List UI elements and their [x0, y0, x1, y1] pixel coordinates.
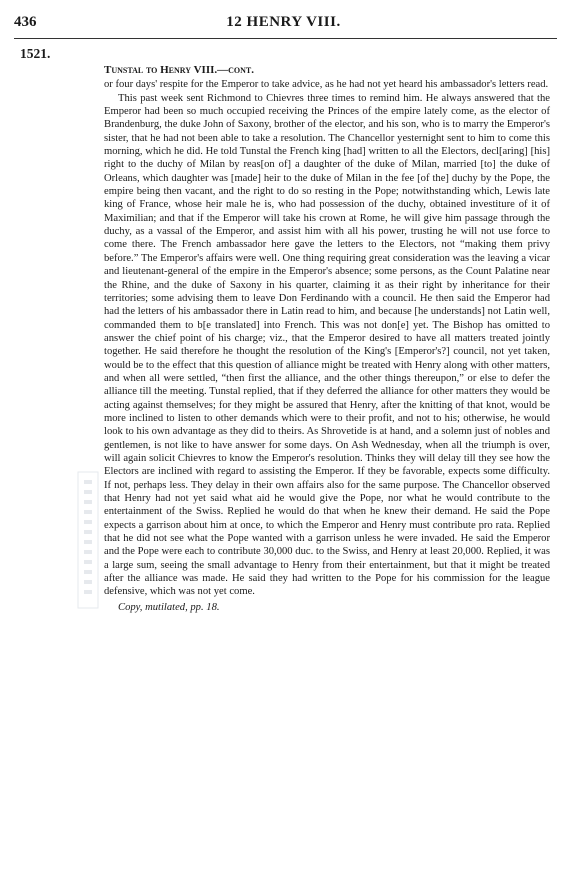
- document-body: [104, 64, 550, 614]
- header-rule: [14, 38, 557, 39]
- margin-year: 1521.: [20, 46, 51, 61]
- source-note: Copy, mutilated, pp. 18.: [118, 601, 220, 613]
- watermark-stamp-icon: [76, 470, 100, 610]
- entry-heading: Tunstal to Henry VIII.—cont.: [104, 64, 255, 76]
- page-number: 436: [14, 14, 37, 30]
- paragraph-main: This past week sent Richmond to Chievres three times to remind him. He always answered that the Emperor had been so much occupied receiving the Princes of the empire lately come, as the elector of Brandenburg, the duke John of Saxony, brother of the elector, and his son, who is to marry the Emperor's sister, that he had not been able to take a resolution. The Chancellor yesternight sent to him to come this morning, which he did. He told Tunstal the French king [had] written to all the Electors, decl[aring] [his] right to the duchy of Milan by reas[on of] a daughter of the duke of Milan, married [to] the duke of Orleans, which daughter was [made] heir to the duke of Milan in the fee [of the] duchy by the Pope, the empire being then vacant, and the right to do so resting in the Pope; notwithstanding which, Lewis late king of France, whose heir male he is, who had possession of the duchy, obtained investiture of it of Maximilian; and that if the Emperor will take his crown at Rome, he will give him passage through the duchy, as a vassal of the Emperor, and assist him with all his power, trusting he will not use force to come there. The French ambassador here gave the letters to the Electors, not “making them privy before.” The Emperor's affairs were well. One thing requiring great consideration was the leaving a vicar and lieutenant-general of the empire in the Emperor's absence; some persons, as the Count Palatine near the Rhine, and the duke of Saxony in his quarter, claiming it as their right by inheritance for their territories; some advising them to leave Don Ferdinando with a council. He then said the Emperor had had the letters of his ambassador there in Latin read to him, and because [he understands] not Latin well, commanded them to b[e translated] into French. This was not don[e] yet. The Bishop has omitted to answer the chief point of his charge; viz., that the Emperor desired to have all matters treated jointly together. He said therefore he thought the resolution of the King's [Emperor's?] council, not yet taken, would be to the effect that this question of alliance might be treated with Henry along with other matters, and when all were settled, “then first the alliance, and the other things thereupon,” or else to defer the alliance till the meeting. Tunstal replied, that if they deferred the alliance for other matters they would be acting against themselves; for they might be assured that Henry, after the knitting of that knot, would be more inclined to listen to other demands which were to their profit, and not to his; otherwise, he would look to his own advantage as they did to theirs. As Shrovetide is at hand, and a solemn just of nobles and gentlemen, is not like to have answer for some days. On Ash Wednesday, when all the triumph is over, will again solicit Chievres to know the Emperor's resolution. Thinks they will delay till they see how the Electors are inclined with regard to assisting the Emperor. If they be favorable, expects some difficulty. If not, perhaps less. They delay in their own affairs also for the same purpose. The Chancellor observed that Henry had not yet said what aid he would give the Pope, nor what he would contribute to the entertainment of the Swiss. Replied he would do that when he knew their demand. He said the Pope expects a garrison about him at once, to which the Emperor and Henry must contribute pro rata. Replied that he did not see what the Pope wanted with a garrison unless he were invaded. He said the Emperor and the Pope were each to contribute 30,000 duc. to the Swiss, and Henry at least 20,000. Replied, it was a large sum, seeing the small advantage to Henry from their entertainment, but that it might be treated after the alliance was made. He said they had written to the Pope for his commission for the league defensive, which was not yet come.: [104, 92, 550, 598]
- paragraph-continuation: or four days' respite for the Emperor to take advice, as he had not yet heard his ambassador's letters read.: [104, 79, 549, 91]
- running-head: 12 HENRY VIII.: [226, 14, 341, 30]
